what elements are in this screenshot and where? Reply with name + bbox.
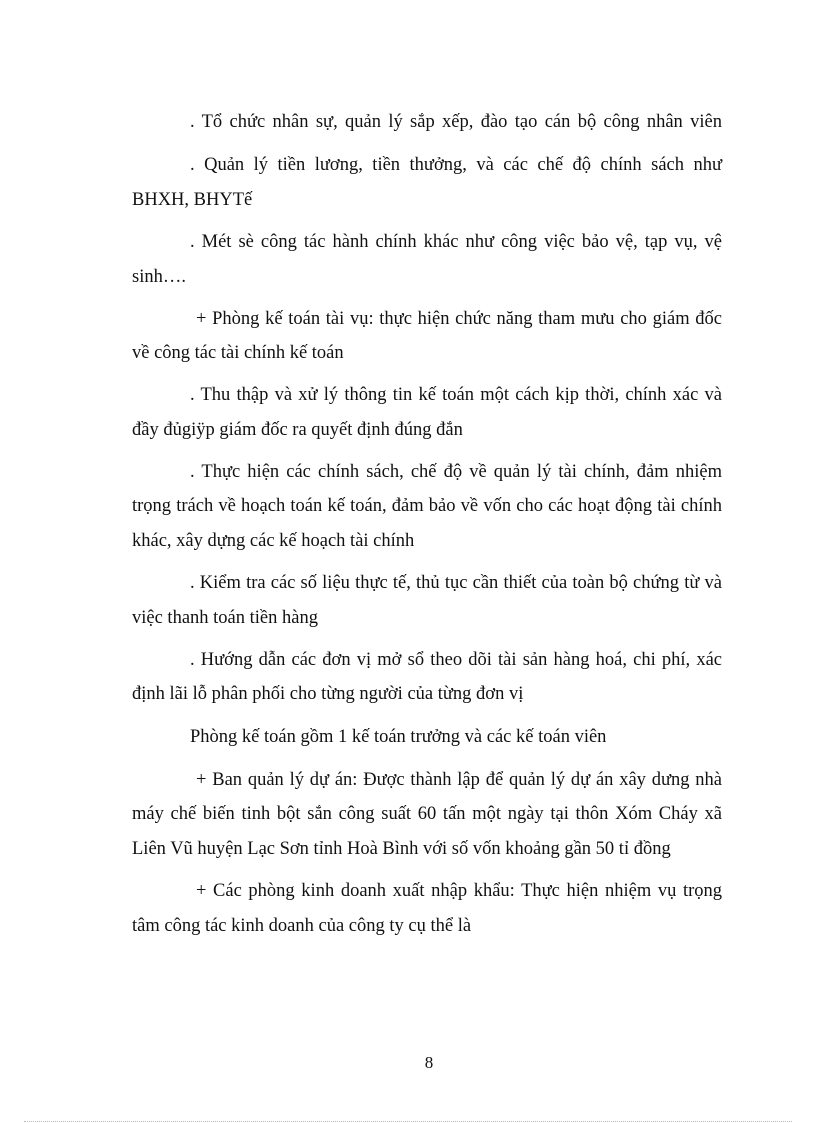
text-line-10: . Thực hiện các chính sách, chế độ về quản lý tài chính, đảm nhiệm [190,462,722,482]
text-line-12: khác, xây dựng các kế hoạch tài chính [132,531,415,551]
text-line-21: + Các phòng kinh doanh xuất nhập khẩu: Thực hiện nhiệm vụ trọng [196,881,722,901]
text-line-18: + Ban quản lý dự án: Được thành lập để quản lý dự án xây dưng nhà [196,770,722,790]
text-line-14: việc thanh toán tiền hàng [132,608,318,628]
text-line-16: định lãi lỗ phân phối cho từng người của từng đơn vị [132,684,524,704]
text-line-6: + Phòng kế toán tài vụ: thực hiện chức năng tham mưu cho giám đốc [196,309,722,329]
text-line-17: Phòng kế toán gồm 1 kế toán trưởng và các kế toán viên [190,727,607,747]
text-line-13: . Kiểm tra các số liệu thực tế, thủ tục cần thiết của toàn bộ chứng từ và [190,573,722,593]
text-line-11: trọng trách về hoạch toán kế toán, đảm bảo về vốn cho các hoạt động tài chính [132,496,722,516]
page-bottom-divider [24,1121,792,1122]
text-line-7: về công tác tài chính kế toán [132,343,344,363]
page-number: 8 [424,1053,434,1072]
text-line-9: đầy đủgiÿp giám đốc ra quyết định đúng đắn [132,420,463,440]
text-line-22: tâm công tác kinh doanh của công ty cụ thể là [132,916,472,936]
text-line-2: . Quản lý tiền lương, tiền thưởng, và các chế độ chính sách như [190,155,722,175]
text-line-3: BHXH, BHYTế [132,190,253,210]
text-line-15: . Hướng dẫn các đơn vị mở sổ theo dõi tài sản hàng hoá, chi phí, xác [190,650,722,670]
text-line-19: máy chế biến tinh bột sắn công suất 60 tấn một ngày tại thôn Xóm Cháy xã [132,804,722,824]
text-line-4: . Mét sè công tác hành chính khác như công việc bảo vệ, tạp vụ, vệ [190,232,722,252]
text-line-1: . Tổ chức nhân sự, quản lý sắp xếp, đào tạo cán bộ công nhân viên [190,112,722,132]
text-line-8: . Thu thập và xử lý thông tin kế toán một cách kịp thời, chính xác và [190,385,722,405]
text-line-5: sinh…. [132,267,186,287]
text-line-20: Liên Vũ huyện Lạc Sơn tỉnh Hoà Bình với số vốn khoảng gần 50 tỉ đồng [132,839,671,859]
